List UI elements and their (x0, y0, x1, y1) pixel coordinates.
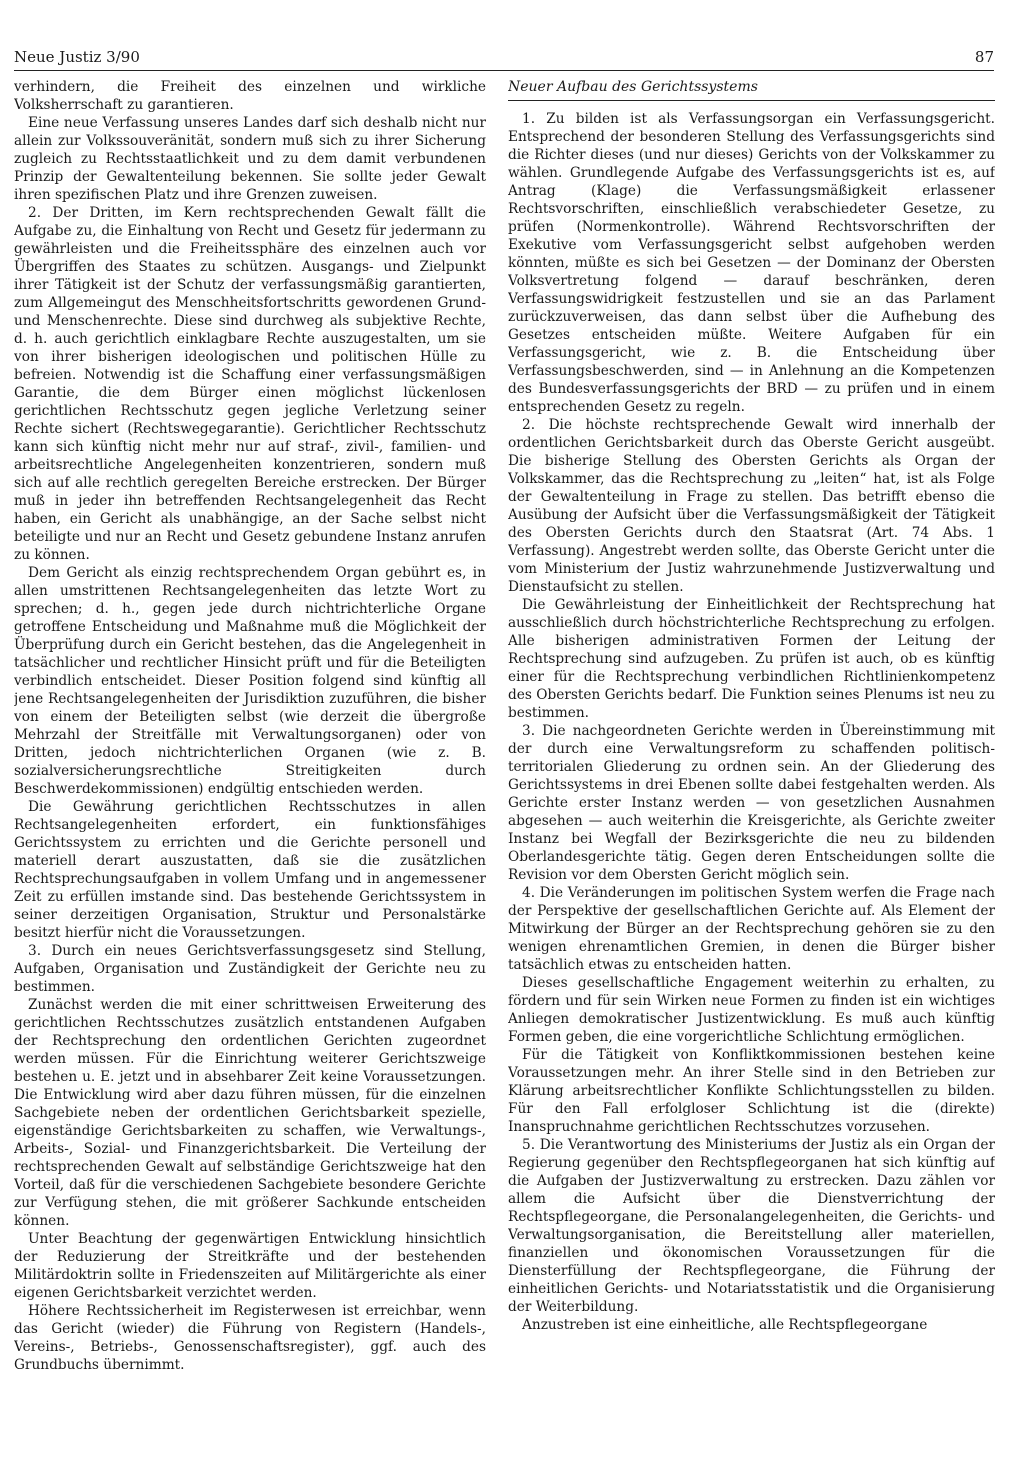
paragraph: Die Gewährleistung der Einheitlichkeit der Rechtsprechung hat ausschließlich durch höchstrichterliche Rechtsprechung zu erfolgen. Alle bisherigen administrativen Formen der Leitung der Rechtsprechung sind aufzugeben. Zu prüfen ist auch, ob es künftig einer für die Rechtsprechung verbindlichen Richtlinienkompetenz des Obersten Gerichts bedarf. Die Funktion seines Plenums ist neu zu bestimmen. (508, 597, 995, 721)
paragraph: 2. Der Dritten, im Kern rechtsprechenden Gewalt fällt die Aufgabe zu, die Einhaltung von Recht und Gesetz für jedermann zu gewährleisten und die Freiheitssphäre des einzelnen auch vor Übergriffen des Staates zu schützen. Ausgangs- und Zielpunkt ihrer Tätigkeit ist der Schutz der verfassungsmäßig garantierten, zum Allgemeingut des Menschheitsfortschritts gewordenen Grund- und Menschenrechte. Diese sind durchweg als subjektive Rechte, d. h. auch gerichtlich einklagbare Rechte auszugestalten, um sie von ihrer bisherigen ideologischen und politischen Hülle zu befreien. Notwendig ist die Schaffung einer verfassungsmäßigen Garantie, die dem Bürger einen möglichst lückenlosen gerichtlichen Rechtsschutz gegen jegliche Verletzung seiner Rechte sichert (Rechtswegegarantie). Gerichtlicher Rechtsschutz kann sich künftig nicht mehr nur auf straf-, zivil-, familien- und arbeitsrechtliche Angelegenheiten konzentrieren, sondern muß sich auf alle rechtlich geregelten Bereiche erstrecken. Der Bürger muß in jeder ihn betreffenden Rechtsangelegenheit das Recht haben, ein Gericht als unabhängige, an der Sache selbst nicht beteiligte und nur an Recht und Gesetz gebundene Instanz anrufen zu können. (14, 205, 486, 563)
paragraph: 3. Die nachgeordneten Gerichte werden in Übereinstimmung mit der durch eine Verwaltungsreform zu schaffenden politisch-territorialen Gliederung zu ordnen sein. An der Gliederung des Gerichtssystems in drei Ebenen sollte dabei festgehalten werden. Als Gerichte erster Instanz werden — von gesetzlichen Ausnahmen abgesehen — auch weiterhin die Kreisgerichte, als Gerichte zweiter Instanz bei Wegfall der Bezirksgerichte die neu zu bildenden Oberlandesgerichte tätig. Gegen deren Entscheidungen sollte die Revision vor dem Obersten Gericht möglich sein. (508, 723, 995, 883)
paragraph: Zunächst werden die mit einer schrittweisen Erweiterung des gerichtlichen Rechtsschutzes zusätzlich entstandenen Aufgaben der Rechtsprechung den ordentlichen Gerichten zugeordnet werden müssen. Für die Einrichtung weiterer Gerichtszweige bestehen u. E. jetzt und in absehbarer Zeit keine Voraussetzungen. Die Entwicklung wird aber dazu führen müssen, für die einzelnen Sachgebiete neben der ordentlichen Gerichtsbarkeit spezielle, eigenständige Gerichtsbarkeiten zu schaffen, wie Verwaltungs-, Arbeits-, Sozial- und Finanzgerichtsbarkeit. Die Verteilung der rechtsprechenden Gewalt auf selbständige Gerichtszweige hat den Vorteil, daß für die verschiedenen Sachgebiete besondere Gerichte zur Verfügung stehen, die mit größerer Sachkunde entscheiden können. (14, 997, 486, 1229)
paragraph: 5. Die Verantwortung des Ministeriums der Justiz als ein Organ der Regierung gegenüber den Rechtspflegeorganen hat sich künftig auf die Aufgaben der Justizverwaltung zu erstrecken. Dazu zählen vor allem die Aufsicht über die Dienstverrichtung der Rechtspflegeorgane, die Personalangelegenheiten, die Gerichts- und Verwaltungsorganisation, die Bereitstellung aller materiellen, finanziellen und ökonomischen Voraussetzungen für die Diensterfüllung der Rechtspflegeorgane, die Führung der einheitlichen Gerichts- und Notariatsstatistik und die Organisierung der Weiterbildung. (508, 1137, 995, 1315)
right-column (508, 78, 995, 1450)
page-header (14, 48, 994, 71)
paragraph: Anzustreben ist eine einheitliche, alle Rechtspflegeorgane (522, 1317, 928, 1333)
paragraph: 2. Die höchste rechtsprechende Gewalt wird innerhalb der ordentlichen Gerichtsbarkeit durch das Oberste Gericht ausgeübt. Die bisherige Stellung des Obersten Gerichts als Organ der Volkskammer, das die Rechtsprechung zu „leiten“ hat, ist als Folge der Gewaltenteilung in Frage zu stellen. Das betrifft ebenso die Ausübung der Aufsicht über die Verfassungsmäßigkeit der Tätigkeit des Obersten Gerichts durch den Staatsrat (Art. 74 Abs. 1 Verfassung). Angestrebt werden sollte, das Oberste Gericht unter die vom Ministerium der Justiz wahrzunehmende Justizverwaltung und Dienstaufsicht zu stellen. (508, 417, 995, 595)
paragraph: Unter Beachtung der gegenwärtigen Entwicklung hinsichtlich der Reduzierung der Streitkräfte und der bestehenden Militärdoktrin sollte in Friedenszeiten auf Militärgerichte als einer eigenen Gerichtsbarkeit verzichtet werden. (14, 1231, 486, 1301)
paragraph: Die Gewährung gerichtlichen Rechtsschutzes in allen Rechtsangelegenheiten erfordert, ein funktionsfähiges Gerichtssystem zu errichten und die Gerichte personell und materiell derart auszustatten, daß sie die zusätzlichen Rechtsprechungsaufgaben in vollem Umfang und in angemessener Zeit zu erfüllen imstande sind. Das bestehende Gerichtssystem in seiner derzeitigen Organisation, Struktur und Personalstärke besitzt hierfür nicht die Voraussetzungen. (14, 799, 486, 941)
paragraph: 3. Durch ein neues Gerichtsverfassungsgesetz sind Stellung, Aufgaben, Organisation und Zuständigkeit der Gerichte neu zu bestimmen. (14, 943, 486, 995)
paragraph: 1. Zu bilden ist als Verfassungsorgan ein Verfassungsgericht. Entsprechend der besonderen Stellung des Verfassungsgerichts sind die Richter dieses (und nur dieses) Gerichts von der Volkskammer zu wählen. Grundlegende Aufgabe des Verfassungsgerichts ist es, auf Antrag (Klage) die Verfassungsmäßigkeit erlassener Rechtsvorschriften, einschließlich verabschiedeter Gesetze, zu prüfen (Normenkontrolle). Während Rechtsvorschriften der Exekutive vom Verfassungsgericht selbst aufgehoben werden könnten, müßte es sich bei Gesetzen — der Dominanz der Obersten Volksvertretung folgend — darauf beschränken, deren Verfassungswidrigkeit festzustellen und sie an das Parlament zurückzuverweisen, das dann selbst über die Aufhebung des Gesetzes entscheiden müßte. Weitere Aufgaben für ein Verfassungsgericht, wie z. B. die Entscheidung über Verfassungsbeschwerden, sind — in Anlehnung an die Kompetenzen des Bundesverfassungsgerichts der BRD — zu prüfen und in einem entsprechenden Gesetz zu regeln. (508, 111, 995, 415)
paragraph: Dem Gericht als einzig rechtsprechendem Organ gebührt es, in allen umstrittenen Rechtsangelegenheiten das letzte Wort zu sprechen; d. h., gegen jede durch nichtrichterliche Organe getroffene Entscheidung und Maßnahme muß die Möglichkeit der Überprüfung durch ein Gericht bestehen, das die Angelegenheit in tatsächlicher und rechtlicher Hinsicht prüft und für die Beteiligten verbindlich entscheidet. Dieser Position folgend sind künftig all jene Rechtsangelegenheiten der Jurisdiktion zuzuführen, die bisher von einem der Beteiligten selbst (wie derzeit die übergroße Mehrzahl der Streitfälle mit Verwaltungsorganen) oder von Dritten, jedoch nichtrichterlichen Organen (wie z. B. sozialversicherungsrechtliche Streitigkeiten durch Beschwerdekommissionen) endgültig entschieden werden. (14, 565, 486, 797)
paragraph: Eine neue Verfassung unseres Landes darf sich deshalb nicht nur allein zur Volkssouveränität, sondern muß sich zu ihrer Sicherung zugleich zu Rechtsstaatlichkeit und zu dem damit verbundenen Prinzip der Gewaltenteilung bekennen. Sie sollte jeder Gewalt ihren spezifischen Platz und ihre Grenzen zuweisen. (14, 115, 486, 203)
page-number: 87 (974, 48, 994, 66)
paragraph: Für die Tätigkeit von Konfliktkommissionen bestehen keine Voraussetzungen mehr. An ihrer Stelle sind in den Betrieben zur Klärung arbeitsrechtlicher Konflikte Schlichtungsstellen zu bilden. Für den Fall erfolgloser Schlichtung ist die (direkte) Inanspruchnahme gerichtlichen Rechtsschutzes vorzusehen. (508, 1047, 995, 1135)
paragraph: 4. Die Veränderungen im politischen System werfen die Frage nach der Perspektive der gesellschaftlichen Gerichte auf. Als Element der Mitwirkung der Bürger an der Rechtsprechung gehören sie zu den wenigen ehrenamtlichen Gremien, in denen die Bürger bisher tatsächlich etwas zu entscheiden hatten. (508, 885, 995, 973)
section-title: Neuer Aufbau des Gerichtssystems (508, 78, 995, 101)
paragraph: Dieses gesellschaftliche Engagement weiterhin zu erhalten, zu fördern und für sein Wirken neue Formen zu finden ist ein wichtiges Anliegen demokratischer Justizentwicklung. Es muß auch künftig Formen geben, die eine vorgerichtliche Schlichtung ermöglichen. (508, 975, 995, 1045)
paragraph: verhindern, die Freiheit des einzelnen und wirkliche Volksherrschaft zu garantieren. (14, 79, 486, 113)
journal-issue: Neue Justiz 3/90 (14, 48, 140, 66)
left-column (14, 78, 486, 1450)
paragraph: Höhere Rechtssicherheit im Registerwesen ist erreichbar, wenn das Gericht (wieder) die Führung von Registern (Handels-, Vereins-, Betriebs-, Genossenschaftsregister), ggf. auch des Grundbuchs übernimmt. (14, 1303, 486, 1373)
